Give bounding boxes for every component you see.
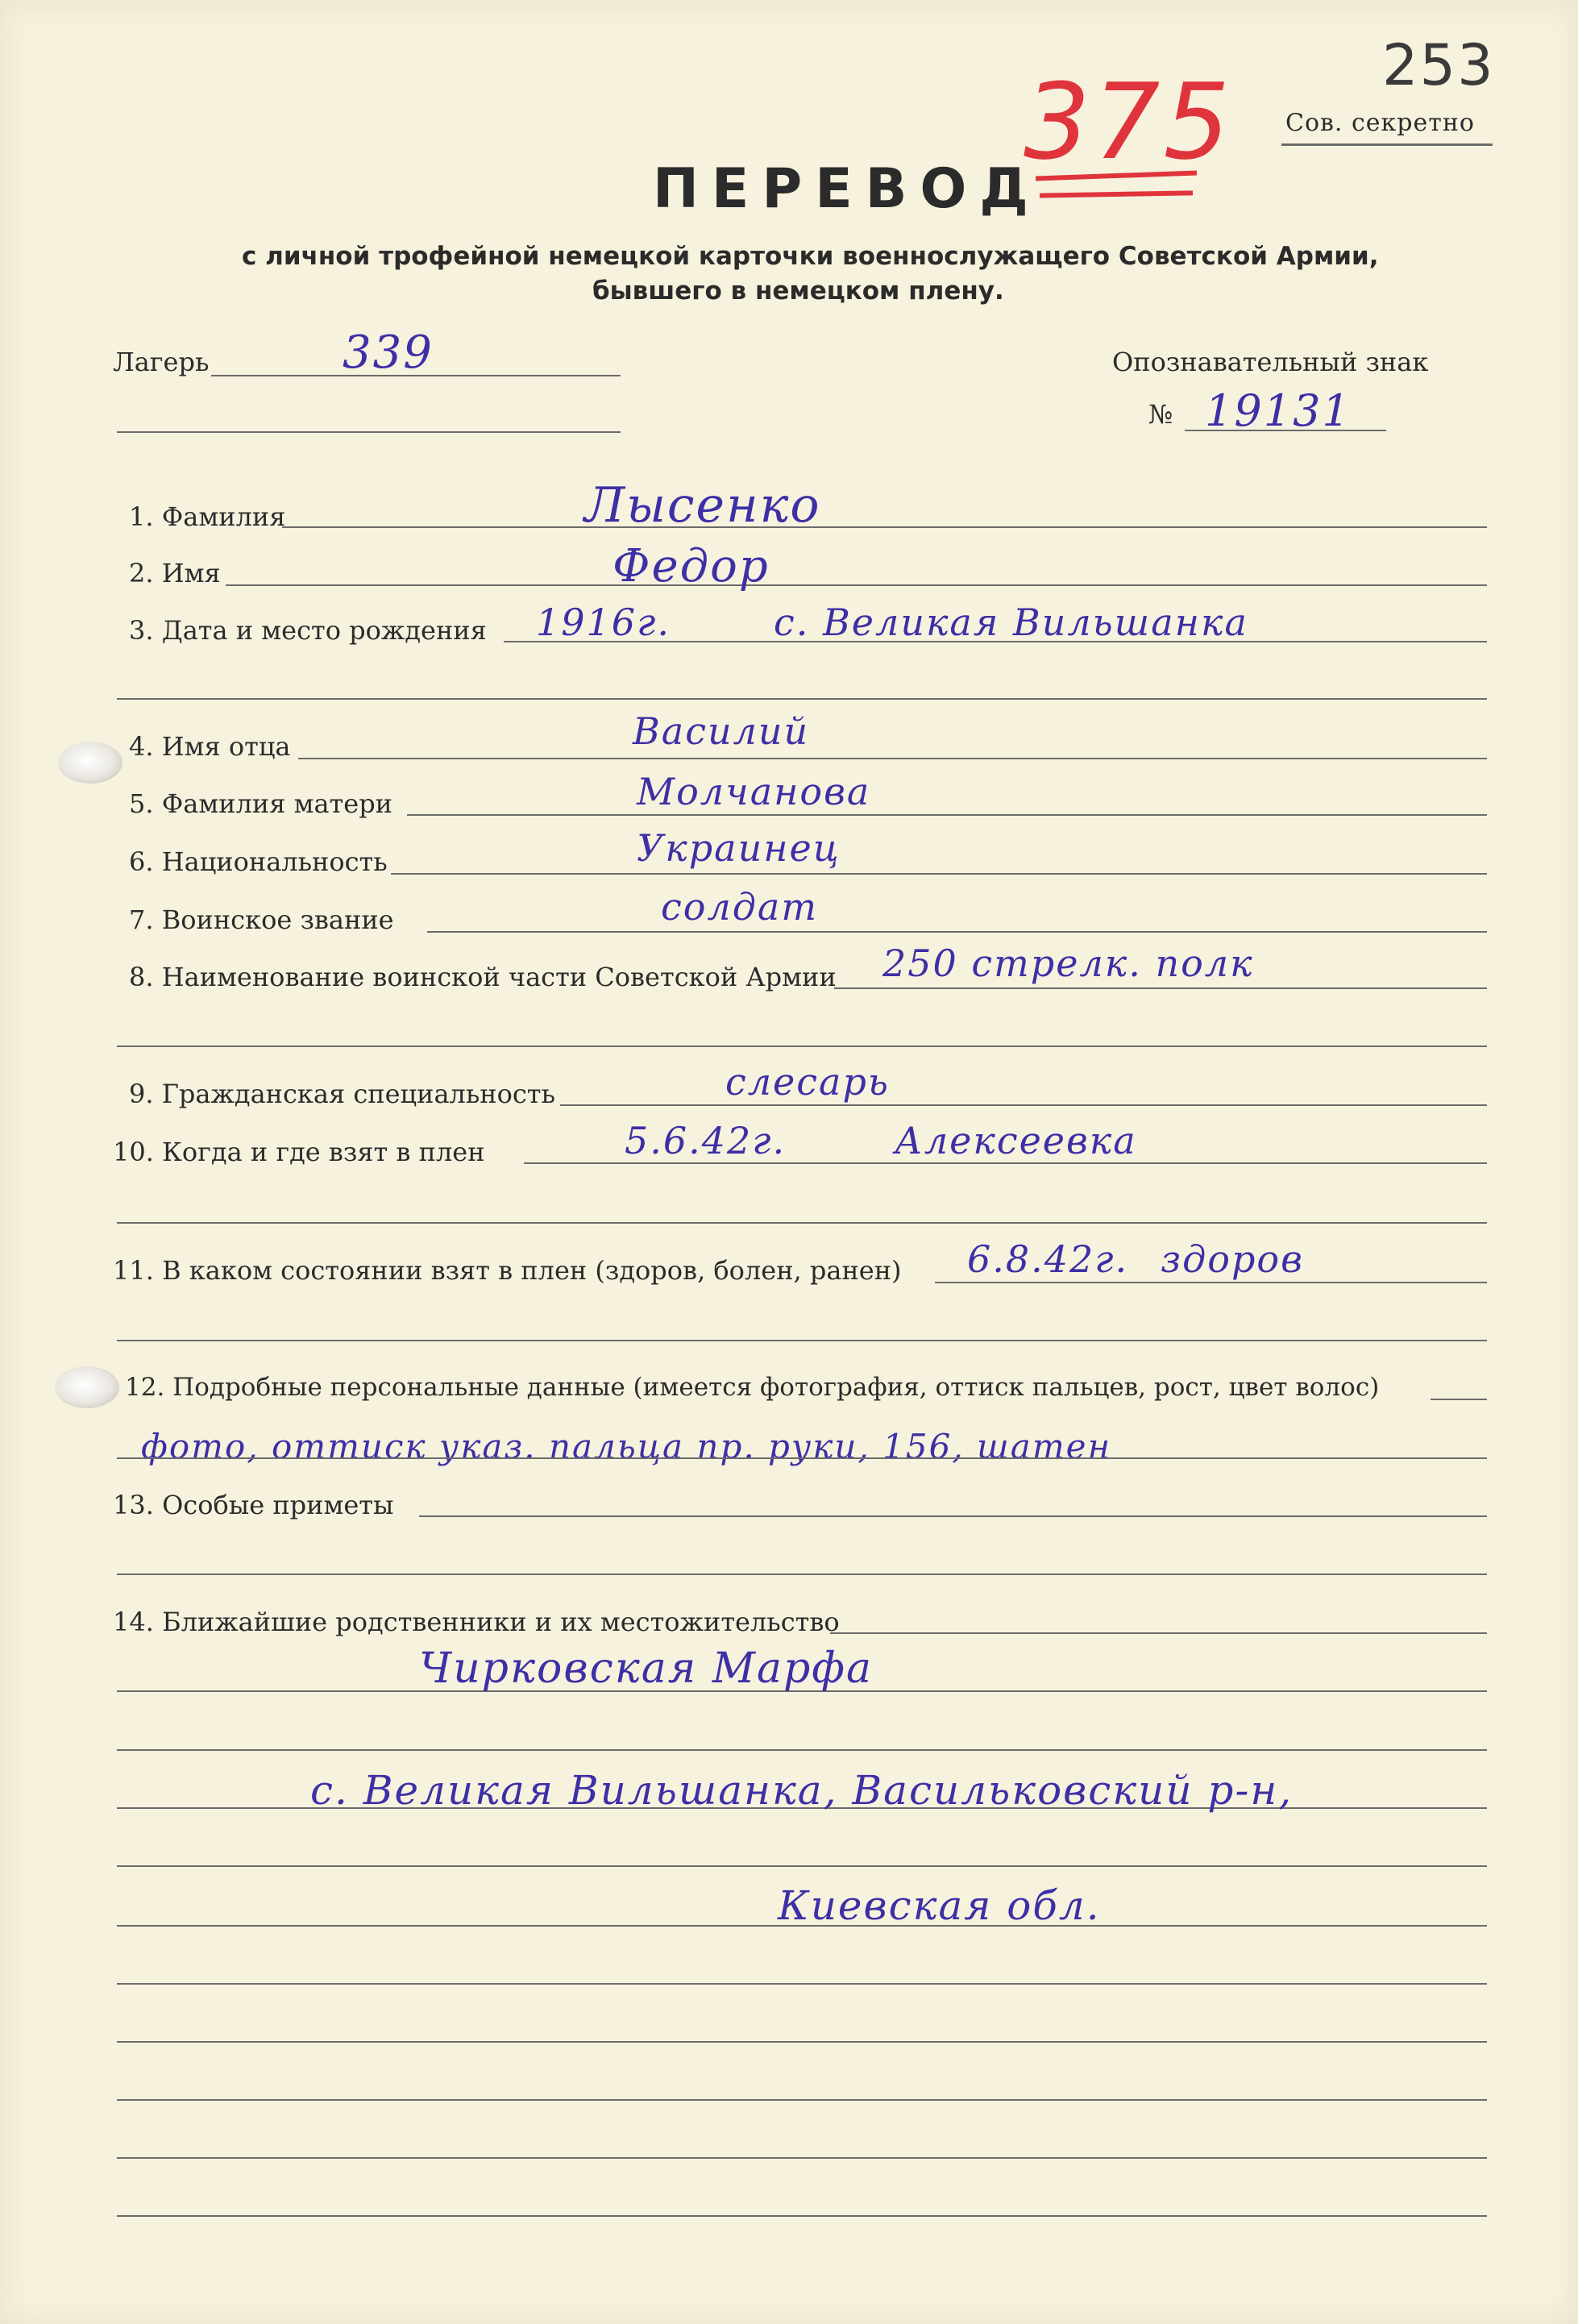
- civil-profession-value: слесарь: [725, 1060, 890, 1104]
- military-unit-line: [834, 987, 1487, 989]
- capture-place-value: Алексеевка: [895, 1119, 1137, 1162]
- document-title: ПЕРЕВОД: [653, 157, 1041, 221]
- military-unit-value: 250 стрелк. полк: [882, 942, 1254, 985]
- camp-line-2: [117, 431, 621, 433]
- birth-date-value: 1916г.: [536, 601, 671, 644]
- first-name-label: 2. Имя: [129, 558, 221, 588]
- personal-data-line: [1431, 1399, 1487, 1400]
- first-name-line: [226, 584, 1487, 586]
- father-name-label: 4. Имя отца: [129, 731, 291, 762]
- relatives-line-11: [117, 2215, 1487, 2217]
- relatives-line-7: [117, 1983, 1487, 1985]
- nationality-label: 6. Национальность: [129, 846, 388, 877]
- id-tag-value: 19131: [1205, 385, 1352, 436]
- first-name-value: Федор: [613, 540, 770, 592]
- secrecy-stamp: Сов. секретно: [1285, 109, 1475, 137]
- birth-line-2: [117, 698, 1487, 700]
- relatives-line: [830, 1632, 1487, 1634]
- camp-value: 339: [343, 326, 434, 379]
- condition-date-value: 6.8.42г.: [967, 1237, 1129, 1281]
- military-unit-label: 8. Наименование воинской части Советской Армии: [129, 962, 837, 992]
- relatives-line-8: [117, 2041, 1487, 2043]
- punch-hole-bottom: [55, 1366, 119, 1408]
- capture-line: [524, 1162, 1487, 1164]
- birth-label: 3. Дата и место рождения: [129, 615, 487, 646]
- surname-value: Лысенко: [584, 477, 821, 534]
- rank-value: солдат: [661, 885, 818, 929]
- relatives-label: 14. Ближайшие родственники и их местожительство: [113, 1607, 840, 1637]
- id-tag-number-label: №: [1148, 399, 1173, 430]
- condition-label: 11. В каком состоянии взят в плен (здоров, болен, ранен): [113, 1255, 902, 1286]
- red-number: 375: [1024, 60, 1234, 183]
- condition-line-2: [117, 1340, 1487, 1341]
- capture-label: 10. Когда и где взят в плен: [113, 1137, 485, 1167]
- relatives-line-9: [117, 2099, 1487, 2101]
- personal-data-label: 12. Подробные персональные данные (имеется фотография, оттиск пальцев, рост, цвет волос): [125, 1373, 1380, 1402]
- relatives-value-line1: Чирковская Марфа: [419, 1644, 873, 1693]
- civil-profession-label: 9. Гражданская специальность: [129, 1079, 555, 1109]
- relatives-line-3: [117, 1749, 1487, 1751]
- document-subtitle-line1: с личной трофейной немецкой карточки военнослужащего Советской Армии,: [242, 242, 1379, 271]
- rank-line: [427, 931, 1487, 933]
- military-unit-line-2: [117, 1046, 1487, 1047]
- capture-line-2: [117, 1222, 1487, 1224]
- condition-line: [935, 1282, 1487, 1283]
- civil-profession-line: [560, 1104, 1487, 1106]
- surname-label: 1. Фамилия: [129, 501, 286, 532]
- id-tag-label: Опознавательный знак: [1112, 347, 1429, 377]
- camp-label: Лагерь: [113, 347, 210, 377]
- secrecy-underline: [1281, 143, 1493, 146]
- special-marks-line: [419, 1515, 1487, 1517]
- red-underline-2: [1040, 190, 1193, 197]
- relatives-line-5: [117, 1865, 1487, 1867]
- special-marks-line-2: [117, 1574, 1487, 1575]
- special-marks-label: 13. Особые приметы: [113, 1490, 394, 1520]
- relatives-value-line2: с. Великая Вильшанка, Васильковский р-н,: [310, 1767, 1294, 1814]
- father-name-value: Василий: [633, 709, 810, 753]
- nationality-line: [391, 873, 1487, 875]
- capture-date-value: 5.6.42г.: [625, 1119, 787, 1162]
- rank-label: 7. Воинское звание: [129, 904, 394, 935]
- birth-place-value: с. Великая Вильшанка: [774, 601, 1248, 644]
- personal-data-line-2: [117, 1457, 1487, 1459]
- surname-line: [282, 526, 1487, 528]
- mother-surname-label: 5. Фамилия матери: [129, 788, 392, 819]
- mother-surname-line: [407, 814, 1487, 816]
- father-name-line: [298, 758, 1487, 759]
- condition-state-value: здоров: [1161, 1237, 1304, 1281]
- punch-hole-top: [58, 742, 123, 784]
- mother-surname-value: Молчанова: [637, 770, 871, 813]
- document-subtitle-line2: бывшего в немецком плену.: [592, 276, 1004, 306]
- relatives-line-10: [117, 2157, 1487, 2159]
- nationality-value: Украинец: [637, 826, 841, 870]
- archive-number: 253: [1382, 32, 1495, 98]
- personal-data-value: фото, оттиск указ. пальца пр. руки, 156, шатен: [141, 1427, 1112, 1466]
- relatives-value-line3: Киевская обл.: [778, 1882, 1101, 1929]
